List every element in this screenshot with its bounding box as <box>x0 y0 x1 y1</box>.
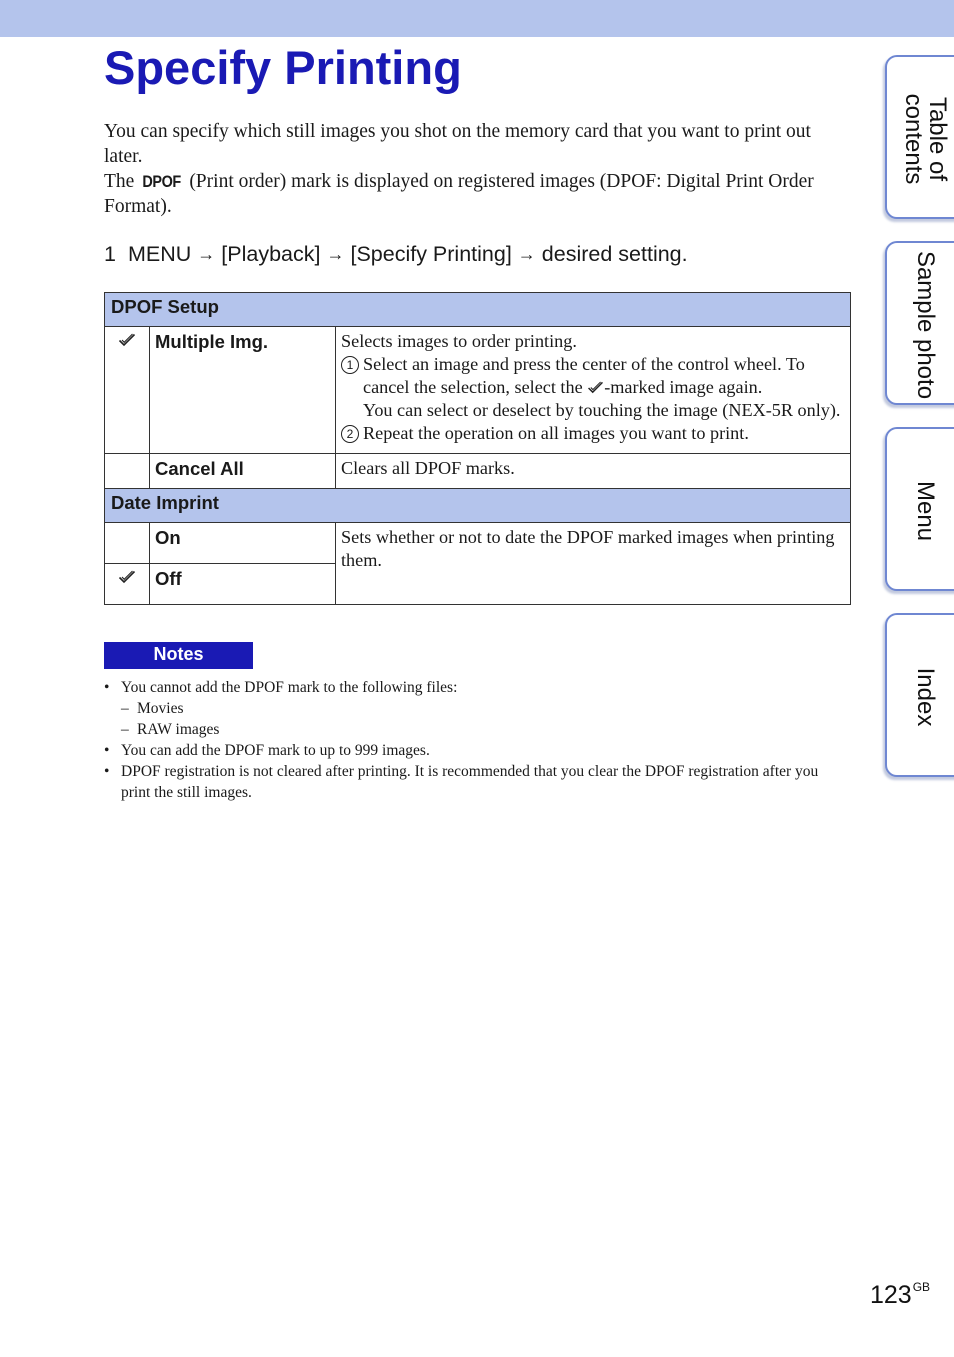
check-mark-icon <box>118 333 136 347</box>
table-row-on <box>105 523 851 564</box>
intro-the: The <box>104 171 135 192</box>
step-specify-printing: [Specify Printing] <box>350 242 512 266</box>
desc-intro: Selects images to order printing. <box>341 331 577 351</box>
section-header-dpof-setup: DPOF Setup <box>105 293 851 327</box>
option-desc-multiple-img <box>336 327 851 454</box>
default-setting-cell <box>105 454 150 489</box>
substep-2-text: Repeat the operation on all images you want to print. <box>363 423 749 443</box>
list-item <box>104 761 844 803</box>
table-row-cancel-all <box>105 454 851 489</box>
tab-label-line: contents <box>900 93 927 185</box>
section-header-date-imprint: Date Imprint <box>105 489 851 523</box>
note-text: You cannot add the DPOF mark to the following files: <box>121 679 458 696</box>
page-number-value: 123 <box>870 1281 912 1309</box>
subitem-text: RAW images <box>137 721 220 738</box>
default-setting-cell <box>105 523 150 564</box>
default-setting-cell <box>105 327 150 454</box>
option-desc-cancel-all: Clears all DPOF marks. <box>336 454 851 489</box>
arrow-right-icon: → <box>517 244 536 264</box>
option-name-multiple-img: Multiple Img. <box>150 327 336 454</box>
step-1-instruction <box>104 239 688 269</box>
check-mark-icon <box>118 570 136 584</box>
tab-sample-photo[interactable] <box>885 241 954 405</box>
arrow-right-icon: → <box>197 244 216 264</box>
dash-icon: – <box>121 700 129 717</box>
substep-1-pre: Select an image and press the center of the control wheel. To cancel the selection, select the <box>363 354 805 397</box>
notes-header: Notes <box>104 642 253 669</box>
substep-1-post: -marked image again. <box>604 377 763 397</box>
page-number <box>870 1280 930 1310</box>
step-playback: [Playback] <box>221 242 321 266</box>
substep-2 <box>341 422 845 445</box>
default-setting-cell <box>105 564 150 605</box>
notes-list <box>104 677 844 803</box>
top-color-band <box>0 0 954 37</box>
step-number: 1 <box>104 242 116 266</box>
subitem-text: Movies <box>137 700 184 717</box>
page-title: Specify Printing <box>104 41 462 94</box>
tab-label-menu: Menu <box>912 480 939 542</box>
option-name-off: Off <box>150 564 336 605</box>
substep-1-extra: You can select or deselect by touching the image (NEX-5R only). <box>363 400 841 420</box>
bullet-icon: • <box>104 742 110 759</box>
intro-text <box>104 119 844 219</box>
tab-table-of-contents[interactable] <box>885 55 954 219</box>
check-mark-icon <box>587 381 604 394</box>
dpof-print-order-icon: DPOF <box>142 172 182 191</box>
tab-label-sample: Sample photo <box>912 250 939 400</box>
substep-1-text <box>363 353 845 422</box>
step-desired-setting: desired setting. <box>541 242 688 266</box>
option-desc-date-imprint: Sets whether or not to date the DPOF marked images when printing them. <box>336 523 851 605</box>
option-name-cancel-all: Cancel All <box>150 454 336 489</box>
page-suffix: GB <box>912 1280 931 1294</box>
bullet-icon: • <box>104 763 110 780</box>
tab-label-index: Index <box>912 667 939 727</box>
note-text: DPOF registration is not cleared after printing. It is recommended that you clear the DPOF registration after you print the still images. <box>121 763 819 801</box>
substep-1 <box>341 353 845 422</box>
list-item <box>104 740 844 761</box>
arrow-right-icon: → <box>326 244 345 264</box>
list-subitem <box>104 719 844 740</box>
tab-label-toc <box>901 94 949 185</box>
settings-table <box>104 292 851 605</box>
circled-number-icon: 1 <box>341 356 359 374</box>
table-row-multiple-img <box>105 327 851 454</box>
circled-number-icon: 2 <box>341 425 359 443</box>
bullet-icon: • <box>104 679 110 696</box>
intro-line-2 <box>104 169 844 219</box>
tab-label-line: Table of <box>924 96 951 182</box>
tab-index[interactable] <box>885 613 954 777</box>
option-name-on: On <box>150 523 336 564</box>
list-subitem <box>104 698 844 719</box>
note-text: You can add the DPOF mark to up to 999 images. <box>121 742 430 759</box>
intro-line-1: You can specify which still images you shot on the memory card that you want to print out later. <box>104 121 811 167</box>
step-menu: MENU <box>127 242 192 266</box>
list-item <box>104 677 844 698</box>
dash-icon: – <box>121 721 129 738</box>
tab-menu[interactable] <box>885 427 954 591</box>
intro-line-2-rest: (Print order) mark is displayed on registered images (DPOF: Digital Print Order Format). <box>104 171 814 217</box>
